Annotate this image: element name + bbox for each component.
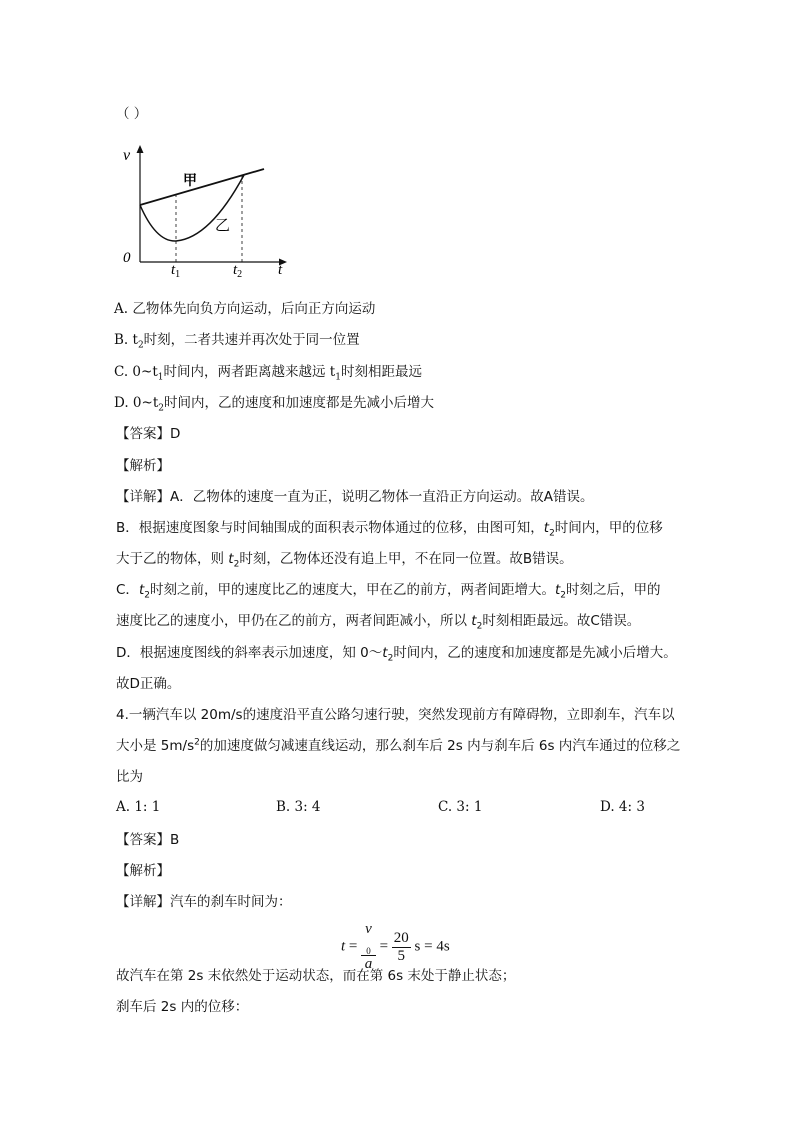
q4-detail: 【详解】汽车的刹车时间为： [116, 894, 292, 910]
q4-answer: 【答案】B [116, 832, 180, 848]
fraction-v0-over-a: v $_0$ a [361, 921, 376, 973]
q3-detail-d-line2: 故D正确。 [116, 676, 181, 692]
q4-option-d: D. 4: 3 [600, 799, 645, 815]
t2-label: $t_2$ [233, 262, 243, 277]
option-b: B. $t_2$时刻，二者共速并再次处于同一位置 [114, 332, 360, 351]
q4-option-a: A. 1: 1 [116, 799, 161, 815]
t1-label: $t_1$ [171, 262, 181, 277]
line-jia [140, 169, 264, 205]
answer-blank-paren: （ ） [116, 106, 148, 122]
q4-stem-line3: 比为 [116, 769, 143, 785]
q3-detail-b-line2: 大于乙的物体，则 $t_2$时刻，乙物体还没有追上甲，不在同一位置。故B错误。 [116, 551, 573, 570]
q3-detail-c-line2: 速度比乙的速度小，甲仍在乙的前方，两者间距减小，所以 $t_2$时刻相距最远。故C错误。 [116, 613, 641, 632]
option-c: C. $0\sim t_1$时间内，两者距离越来越远 $t_1$时刻相距最远 [114, 364, 422, 383]
q3-detail-a: 【详解】A．乙物体的速度一直为正，说明乙物体一直沿正方向运动。故A错误。 [116, 489, 594, 505]
origin-label: 0 [123, 250, 131, 266]
q3-analysis-heading: 【解析】 [116, 458, 170, 474]
q4-line-after2: 刹车后 2s 内的位移： [116, 999, 249, 1015]
braking-time-formula: t = v $_0$ a = $\frac{20}{5}$ s = 4s [341, 921, 450, 972]
option-d: D. $0\sim t_2$时间内，乙的速度和加速度都是先减小后增大 [114, 395, 434, 414]
q4-option-c: C. 3: 1 [438, 799, 483, 815]
q4-stem-line2: 大小是 $5m/s^2$的加速度做匀减速直线运动，那么刹车后 2s 内与刹车后 6s 内汽车通过的位移之 [116, 737, 681, 754]
q3-detail-b-line1: B．根据速度图象与时间轴围成的面积表示物体通过的位移，由图可知，$t_2$时间内，甲的位移 [116, 520, 663, 539]
q3-answer: 【答案】D [116, 426, 181, 442]
label-jia: 甲 [183, 173, 197, 189]
label-yi: 乙 [215, 216, 231, 234]
fraction-20-over-5: $\frac{20}{5}$ [393, 929, 409, 964]
q4-stem-line1: 4.一辆汽车以 20m/s的速度沿平直公路匀速行驶，突然发现前方有障碍物，立即刹车，汽车以 [116, 707, 675, 723]
q3-detail-d-line1: D．根据速度图线的斜率表示加速度，知 $0\sim t_2$时间内，乙的速度和加速度都是先减小后增大。 [116, 645, 677, 664]
q3-detail-c-line1: C．$t_2$时刻之前，甲的速度比乙的速度大，甲在乙的前方，两者间距增大。$t_2$时刻之后，甲的 [116, 582, 661, 601]
x-axis-label: t [278, 262, 283, 277]
velocity-time-graph [118, 142, 298, 277]
q4-line-after1: 故汽车在第 2s 末依然处于运动状态，而在第 6s 末处于静止状态； [116, 968, 516, 984]
q4-analysis-heading: 【解析】 [116, 863, 170, 879]
option-a: A. 乙物体先向负方向运动，后向正方向运动 [114, 301, 376, 317]
q4-option-b: B. 3: 4 [276, 799, 321, 815]
y-axis-arrow [137, 145, 144, 153]
y-axis-label: v [123, 147, 131, 164]
